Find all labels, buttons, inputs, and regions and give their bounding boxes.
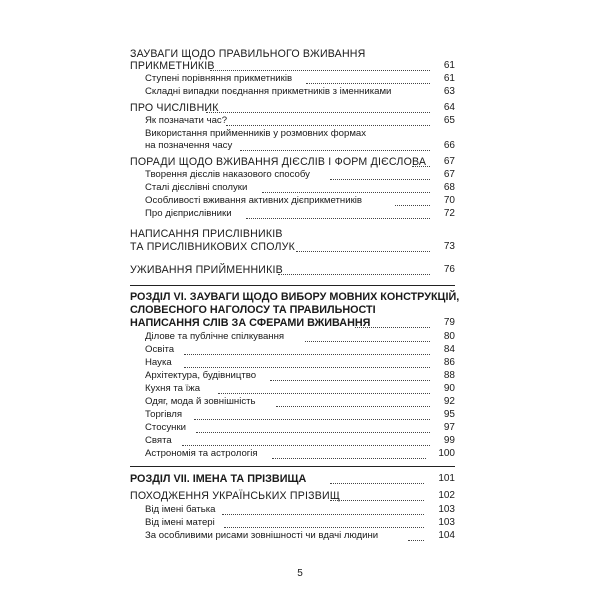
toc-page-number: 72 (443, 208, 455, 219)
toc-subentry: Освіта (145, 344, 175, 355)
toc-subentry: Використання прийменників у розмовних формах (145, 128, 367, 139)
dot-leader (305, 341, 430, 342)
toc-chapter-title: СЛОВЕСНОГО НАГОЛОСУ ТА ПРАВИЛЬНОСТІ (130, 304, 376, 316)
dot-leader (272, 458, 426, 459)
toc-subentry: Ділове та публічне спілкування (145, 331, 285, 342)
section-divider (130, 466, 455, 467)
dot-leader (262, 192, 430, 193)
toc-page-number: 86 (443, 357, 455, 368)
toc-subentry: Архітектура, будівництво (145, 370, 257, 381)
dot-leader (296, 251, 430, 252)
toc-subentry: Як позначати час? (145, 115, 228, 126)
dot-leader (194, 419, 430, 420)
toc-page-number: 61 (443, 60, 455, 71)
dot-leader (330, 483, 424, 484)
toc-page-number: 63 (443, 86, 455, 97)
toc-page-number: 100 (438, 448, 455, 459)
toc-section-title: УЖИВАННЯ ПРИЙМЕННИКІВ (130, 264, 283, 276)
toc-section-title: ТА ПРИСЛІВНИКОВИХ СПОЛУК (130, 241, 295, 253)
dot-leader (276, 406, 430, 407)
toc-page-number: 103 (438, 504, 455, 515)
dot-leader (306, 83, 430, 84)
toc-section-title: ПОХОДЖЕННЯ УКРАЇНСЬКИХ ПРІЗВИЩ (130, 490, 340, 502)
toc-subentry: Стосунки (145, 422, 186, 433)
toc-page-number: 80 (443, 331, 455, 342)
toc-subentry: на позначення часу (145, 140, 233, 151)
dot-leader (278, 274, 430, 275)
dot-leader (184, 354, 430, 355)
dot-leader (210, 70, 430, 71)
toc-page-number: 90 (443, 383, 455, 394)
toc-page-number: 92 (443, 396, 455, 407)
toc-page-number: 67 (443, 169, 455, 180)
toc-section-title: НАПИСАННЯ ПРИСЛІВНИКІВ (130, 228, 283, 240)
toc-page-number: 70 (443, 195, 455, 206)
toc-page-number: 66 (443, 140, 455, 151)
toc-section-title: ЗАУВАГИ ЩОДО ПРАВИЛЬНОГО ВЖИВАННЯ (130, 48, 366, 60)
dot-leader (226, 125, 430, 126)
toc-section-title: ПРИКМЕТНИКІВ (130, 60, 215, 72)
toc-page-number: 67 (443, 156, 455, 167)
toc-page-number: 101 (438, 473, 455, 484)
dot-leader (224, 527, 424, 528)
toc-page-number: 61 (443, 73, 455, 84)
toc-subentry: Кухня та їжа (145, 383, 201, 394)
toc-page-number: 95 (443, 409, 455, 420)
toc-subentry: Ступені порівняння прикметників (145, 73, 293, 84)
toc-chapter-title: РОЗДІЛ VII. ІМЕНА ТА ПРІЗВИЩА (130, 473, 307, 485)
toc-subentry: Одяг, мода й зовнішність (145, 396, 256, 407)
toc-subentry: За особливими рисами зовнішності чи вдачі людини (145, 530, 379, 541)
toc-section-title: ПОРАДИ ЩОДО ВЖИВАННЯ ДІЄСЛІВ І ФОРМ ДІЄСЛОВА (130, 156, 427, 168)
toc-subentry: Наука (145, 357, 172, 368)
dot-leader (330, 500, 424, 501)
dot-leader (206, 112, 430, 113)
dot-leader (182, 445, 430, 446)
dot-leader (222, 514, 424, 515)
toc-subentry: Свята (145, 435, 172, 446)
toc-page-number: 102 (438, 490, 455, 501)
toc-page-number: 104 (438, 530, 455, 541)
toc-page-number: 99 (443, 435, 455, 446)
toc-page-number: 65 (443, 115, 455, 126)
toc-subentry: Сталі дієслівні сполуки (145, 182, 248, 193)
dot-leader (270, 380, 430, 381)
toc-page-number: 97 (443, 422, 455, 433)
toc-chapter-title: НАПИСАННЯ СЛІВ ЗА СФЕРАМИ ВЖИВАННЯ (130, 317, 371, 329)
toc-subentry: Астрономія та астрологія (145, 448, 258, 459)
toc-subentry: Торгівля (145, 409, 183, 420)
toc-section-title: ПРО ЧИСЛІВНИК (130, 102, 219, 114)
toc-page-number: 79 (443, 317, 455, 328)
dot-leader (184, 367, 430, 368)
toc-page-number: 103 (438, 517, 455, 528)
toc-subentry: Про дієприслівники (145, 208, 232, 219)
toc-chapter-title: РОЗДІЛ VI. ЗАУВАГИ ЩОДО ВИБОРУ МОВНИХ КОНСТРУКЦІЙ, (130, 291, 460, 303)
toc-subentry: Творення дієслів наказового способу (145, 169, 310, 180)
dot-leader (218, 393, 430, 394)
dot-leader (240, 150, 430, 151)
toc-page-number: 88 (443, 370, 455, 381)
toc-page-number: 64 (443, 102, 455, 113)
toc-subentry: Від імені батька (145, 504, 216, 515)
toc-page-number: 84 (443, 344, 455, 355)
toc-page-number: 73 (443, 241, 455, 252)
dot-leader (196, 432, 430, 433)
toc-subentry: Складні випадки поєднання прикметників з іменниками (145, 86, 392, 97)
dot-leader (246, 218, 430, 219)
toc-page-number: 68 (443, 182, 455, 193)
toc-page-number: 76 (443, 264, 455, 275)
toc-subentry: Особливості вживання активних дієприкметників (145, 195, 362, 206)
toc-subentry: Від імені матері (145, 517, 215, 528)
section-divider (130, 285, 455, 286)
page-number: 5 (297, 568, 303, 579)
